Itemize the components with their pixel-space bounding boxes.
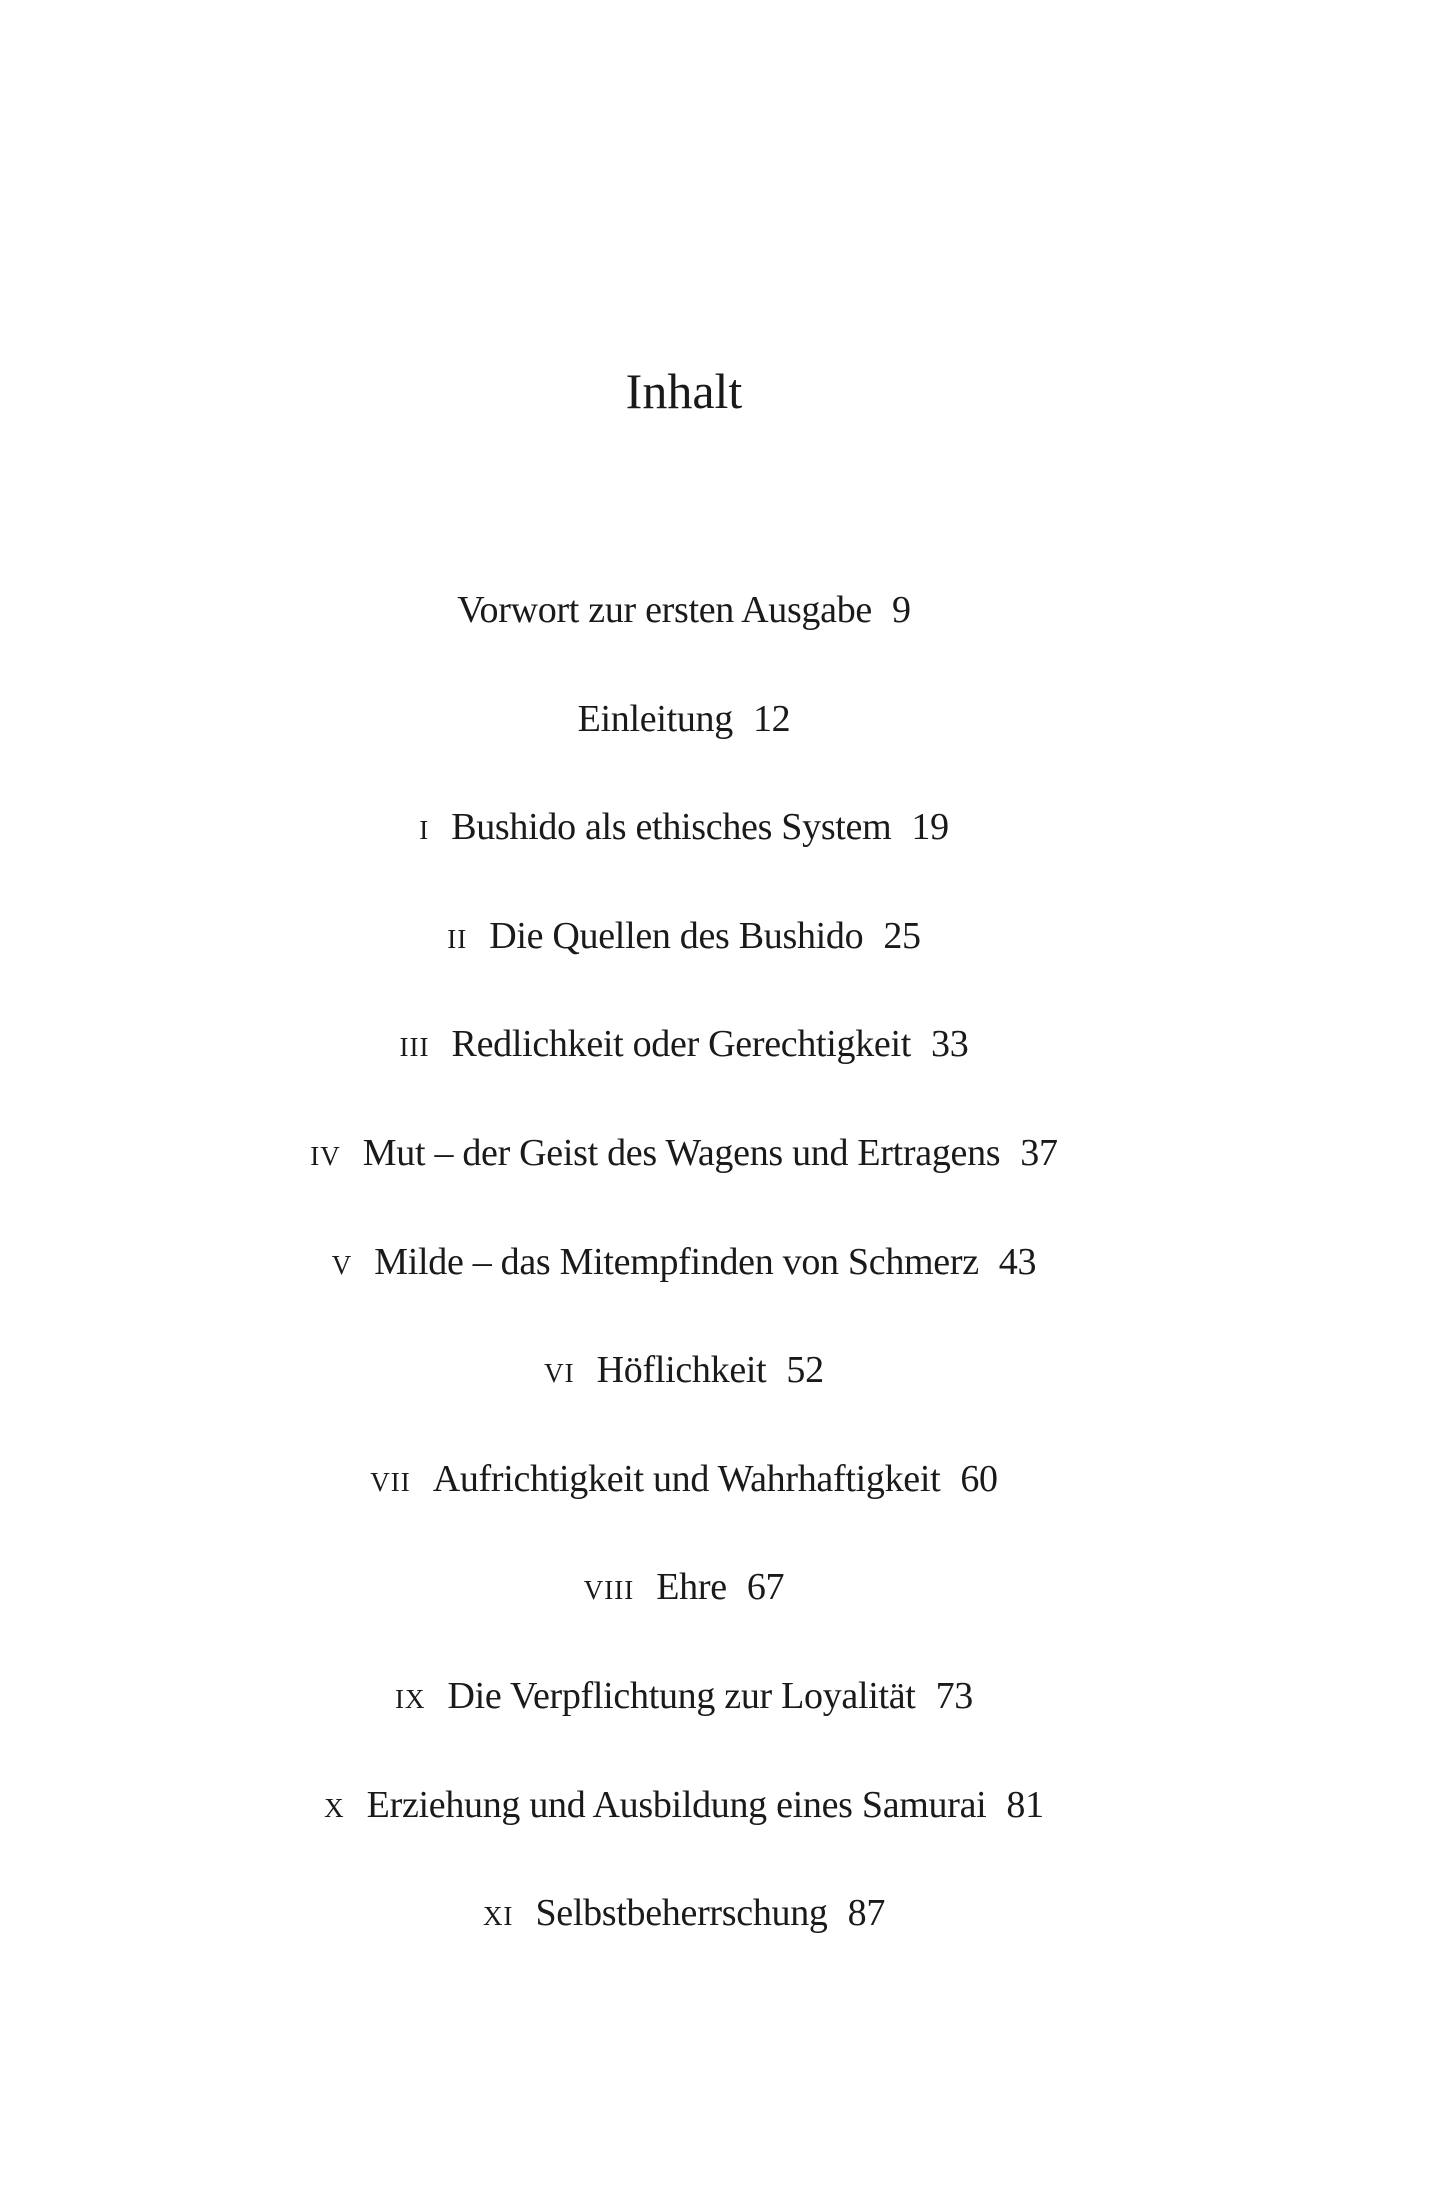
- chapter-title: Redlichkeit oder Gerechtigkeit: [451, 1023, 912, 1066]
- chapter-title: Die Quellen des Bushido: [489, 914, 864, 957]
- chapter-title: Selbstbeherrschung: [535, 1892, 828, 1935]
- chapter-numeral: IX: [395, 1683, 426, 1714]
- page-number: 73: [935, 1674, 973, 1717]
- page-number: 25: [883, 914, 921, 957]
- page-number: 43: [998, 1240, 1037, 1283]
- toc-entry: [0, 1783, 1368, 1892]
- page-number: 81: [1006, 1783, 1044, 1826]
- chapter-title: Milde – das Mitempfinden von Schmerz: [374, 1240, 979, 1283]
- chapter-title: Ehre: [656, 1566, 727, 1609]
- chapter-numeral: I: [419, 815, 430, 846]
- page-number: 60: [960, 1457, 998, 1500]
- toc-entry: [0, 588, 1368, 697]
- chapter-numeral: V: [331, 1249, 353, 1280]
- chapter-title: Erziehung und Ausbildung eines Samurai: [366, 1783, 987, 1826]
- toc-entry: [0, 805, 1368, 914]
- toc-entry: [0, 914, 1368, 1023]
- page-number: 12: [752, 697, 791, 740]
- page-number: 87: [847, 1892, 886, 1935]
- chapter-numeral: VI: [544, 1358, 575, 1389]
- chapter-title: Mut – der Geist des Wagens und Ertragens: [362, 1131, 1001, 1174]
- toc-entry: [0, 1674, 1368, 1783]
- chapter-numeral: IV: [310, 1140, 341, 1171]
- chapter-title: Die Verpflichtung zur Loyalität: [447, 1674, 916, 1717]
- page-title: Inhalt: [625, 363, 743, 419]
- chapter-numeral: X: [324, 1792, 345, 1823]
- table-of-contents: [0, 588, 1368, 2000]
- toc-entry: [0, 1348, 1368, 1457]
- page-number: 19: [911, 806, 949, 849]
- toc-entry: [0, 1457, 1368, 1566]
- toc-entry: [0, 697, 1368, 806]
- page-number: 67: [746, 1566, 785, 1609]
- toc-entry: [0, 1565, 1368, 1674]
- toc-entry: [0, 1131, 1368, 1240]
- toc-entry: [0, 1022, 1368, 1131]
- chapter-numeral: VII: [370, 1466, 411, 1497]
- chapter-title: Aufrichtigkeit und Wahrhaftigkeit: [432, 1457, 941, 1500]
- page-number: 37: [1020, 1131, 1058, 1174]
- toc-entry: [0, 1891, 1368, 2000]
- chapter-numeral: XI: [482, 1901, 514, 1932]
- chapter-numeral: II: [447, 923, 468, 954]
- chapter-numeral: III: [399, 1032, 430, 1063]
- page-number: 33: [931, 1023, 969, 1066]
- chapter-title: Bushido als ethisches System: [451, 806, 892, 849]
- chapter-title: Höflichkeit: [596, 1349, 767, 1392]
- chapter-title: Vorwort zur ersten Ausgabe: [457, 589, 872, 631]
- page-number: 9: [891, 589, 911, 631]
- chapter-numeral: VIII: [583, 1575, 635, 1606]
- page-number: 52: [786, 1349, 824, 1392]
- toc-entry: [0, 1240, 1368, 1349]
- chapter-title: Einleitung: [577, 697, 733, 740]
